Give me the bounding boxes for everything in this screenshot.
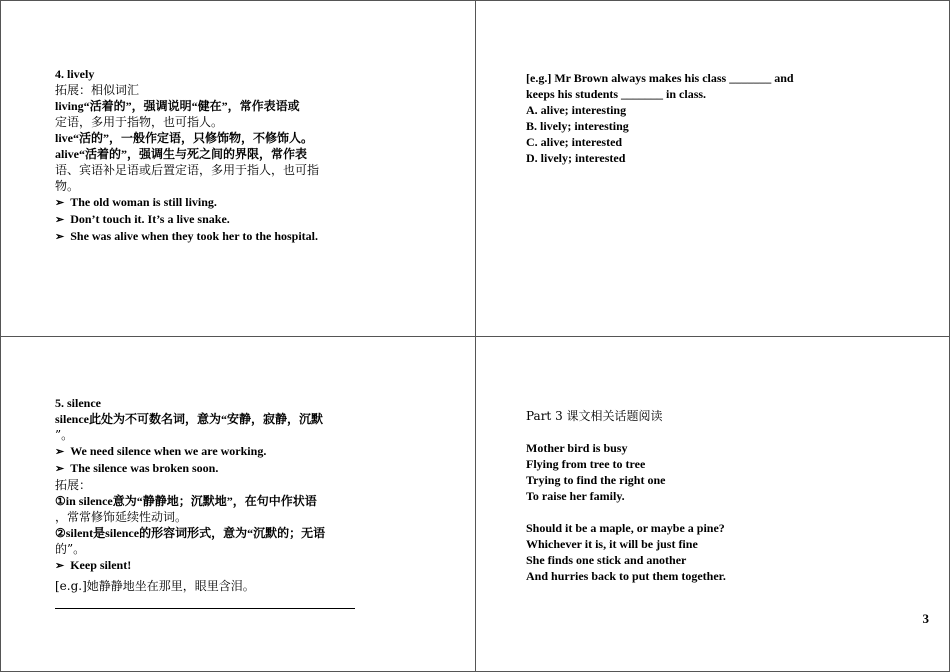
text-line: silence此处为不可数名词，意为“安静，寂静，沉默 bbox=[55, 412, 323, 426]
poem-line: Trying to find the right one bbox=[526, 473, 666, 487]
poem-line: She finds one stick and another bbox=[526, 553, 687, 567]
text-line: 定语，多用于指物，也可指人。 bbox=[55, 115, 224, 129]
text-line: ，常常修饰延续性动词。 bbox=[55, 510, 188, 524]
text-line: living“活着的”，强调说明“健在”，常作表语或 bbox=[55, 99, 300, 113]
slide-panel-lively bbox=[55, 66, 355, 245]
text-line: live“活的”，一般作定语，只修饰物，不修饰人。 bbox=[55, 131, 313, 145]
option-a: A. alive; interesting bbox=[526, 103, 627, 117]
bullet-item: ➢ We need silence when we are working. bbox=[55, 443, 365, 460]
slide-panel-exercise bbox=[526, 70, 836, 166]
horizontal-divider bbox=[0, 336, 950, 337]
section-heading: 5. silence bbox=[55, 396, 101, 410]
option-b: B. lively; interesting bbox=[526, 119, 629, 133]
bullet-item: ➢ The silence was broken soon. bbox=[55, 460, 365, 477]
question-line: [e.g.] Mr Brown always makes his class _______ and bbox=[526, 71, 794, 85]
bullet-item: ➢ She was alive when they took her to the hospital. bbox=[55, 228, 355, 245]
poem-line: To raise her family. bbox=[526, 489, 625, 503]
text-line: 物。 bbox=[55, 179, 80, 193]
bullet-item: ➢ The old woman is still living. bbox=[55, 194, 355, 211]
text-line: alive“活着的”，强调生与死之间的界限，常作表 bbox=[55, 147, 307, 161]
bullet-item: ➢ Keep silent! bbox=[55, 557, 365, 574]
poem-line: Whichever it is, it will be just fine bbox=[526, 537, 698, 551]
text-line: ①in silence意为“静静地；沉默地”，在句中作状语 bbox=[55, 494, 317, 508]
section-heading: 4. lively bbox=[55, 67, 95, 81]
page-number: 3 bbox=[922, 611, 929, 626]
slide-panel-silence bbox=[55, 395, 365, 609]
poem-line: Should it be a maple, or maybe a pine? bbox=[526, 521, 725, 535]
answer-blank-line bbox=[55, 594, 355, 609]
text-line: 语、宾语补足语或后置定语，多用于指人，也可指 bbox=[55, 163, 320, 177]
bullet-item: ➢ Don’t touch it. It’s a live snake. bbox=[55, 211, 355, 228]
poem-line: And hurries back to put them together. bbox=[526, 569, 726, 583]
option-d: D. lively; interested bbox=[526, 151, 626, 165]
question-line: keeps his students _______ in class. bbox=[526, 87, 707, 101]
text-line: ②silent是silence的形容词形式，意为“沉默的；无语 bbox=[55, 526, 326, 540]
option-c: C. alive; interested bbox=[526, 135, 623, 149]
text-line: 拓展： bbox=[55, 478, 92, 492]
poem-line: Flying from tree to tree bbox=[526, 457, 646, 471]
text-line: 的”。 bbox=[55, 542, 86, 556]
text-line: ”。 bbox=[55, 428, 74, 442]
slide-panel-reading bbox=[526, 408, 846, 584]
example-line: [e.g.]她静静地坐在那里，眼里含泪。 bbox=[55, 579, 255, 593]
text-line: 拓展：相似词汇 bbox=[55, 83, 140, 97]
poem-line: Mother bird is busy bbox=[526, 441, 628, 455]
part-title: Part 3 课文相关话题阅读 bbox=[526, 409, 663, 423]
